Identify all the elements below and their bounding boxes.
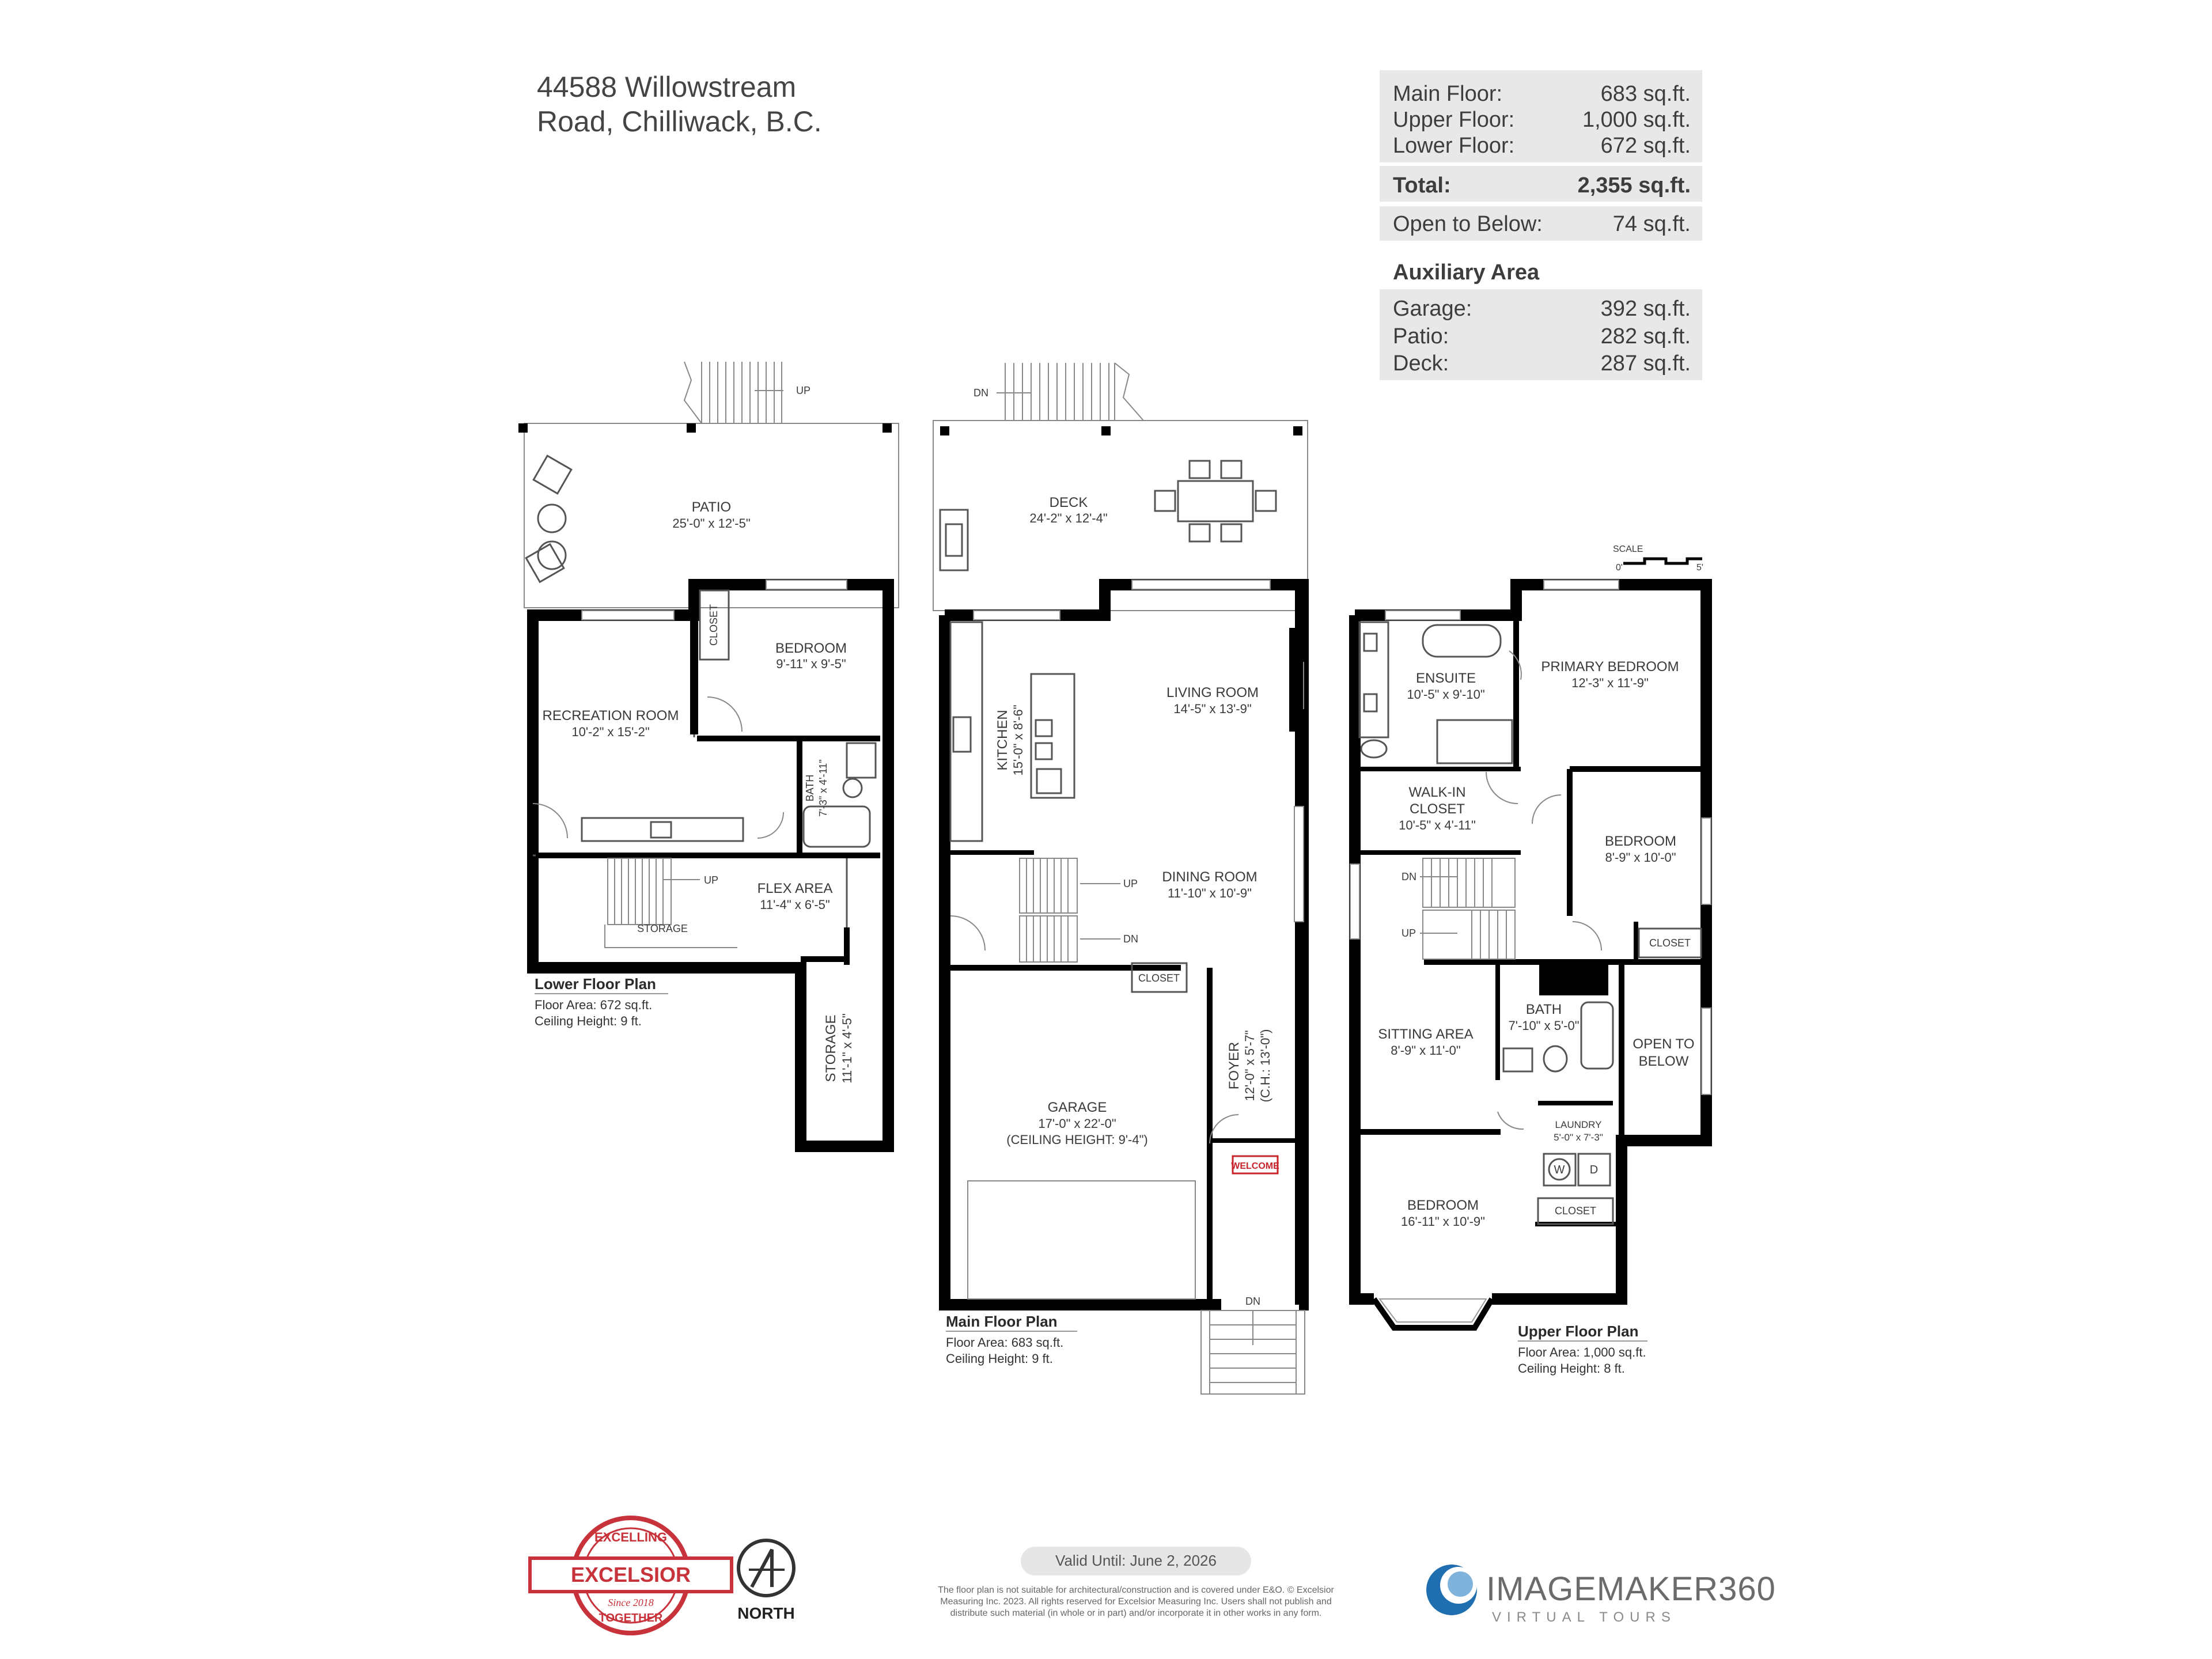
kitchen-dim: 15'-0" x 8'-6" <box>1011 704 1025 776</box>
lower-bath-label: BATH <box>804 774 816 802</box>
sitting-area-label: SITTING AREA <box>1378 1027 1474 1042</box>
garage-ceiling: (CEILING HEIGHT: 9'-4") <box>1006 1132 1148 1147</box>
upper-closet-2-label: CLOSET <box>1554 1205 1597 1217</box>
open-to-below-label-2: BELOW <box>1638 1054 1689 1069</box>
main-floor-value: 683 sq.ft. <box>1600 82 1691 106</box>
main-stairs-icon <box>1020 858 1120 962</box>
patio-stairs-up-label: UP <box>796 385 811 396</box>
flex-area-dim: 11'-4" x 6'-5" <box>760 897 830 912</box>
deck-dining-set-icon <box>1155 461 1276 541</box>
upper-stairs-icon <box>1420 858 1515 959</box>
under-stair-storage-label: STORAGE <box>637 923 688 934</box>
total-value: 2,355 sq.ft. <box>1577 173 1691 198</box>
disclaimer-line-2: Measuring Inc. 2023. All rights reserved for Excelsior Measuring Inc. Users shall not publish and <box>940 1597 1332 1607</box>
deck-dim: 24'-2" x 12'-4" <box>1029 511 1108 525</box>
bedroom2-dim: 8'-9" x 10'-0" <box>1605 850 1676 865</box>
main-closet-label: CLOSET <box>1138 972 1180 984</box>
laundry-label: LAUNDRY <box>1555 1119 1602 1130</box>
address-line-1: 44588 Willowstream <box>537 71 797 103</box>
living-room-label: LIVING ROOM <box>1166 685 1259 700</box>
sitting-area-dim: 8'-9" x 11'-0" <box>1391 1043 1461 1058</box>
deck-area-value: 287 sq.ft. <box>1600 351 1691 376</box>
upper-stairs-up-label: UP <box>1402 927 1416 939</box>
foyer-dim: 12'-0" x 5'-7" <box>1243 1030 1257 1101</box>
bedroom3-label: BEDROOM <box>1407 1198 1479 1213</box>
upper-floor-plan <box>1350 544 1711 1376</box>
north-label: NORTH <box>737 1604 795 1622</box>
walkin-closet-dim: 10'-5" x 4'-11" <box>1399 818 1476 832</box>
garage-label: GARAGE <box>1047 1100 1107 1115</box>
deck-label: DECK <box>1049 495 1088 510</box>
foyer-ceiling: (C.H.: 13'-0") <box>1258 1029 1272 1103</box>
lower-floor-label: Lower Floor: <box>1393 134 1515 158</box>
imagemaker360-logo <box>1426 1565 1776 1625</box>
brand-sub: VIRTUAL TOURS <box>1492 1609 1676 1625</box>
open-below-label: Open to Below: <box>1393 212 1543 236</box>
open-below-value: 74 sq.ft. <box>1612 212 1691 236</box>
dryer-label: D <box>1589 1164 1599 1176</box>
main-stairs-dn-label: DN <box>1123 933 1138 945</box>
welcome-mat-label: WELCOME <box>1231 1161 1279 1171</box>
storage-label: STORAGE <box>823 1014 839 1082</box>
area-summary-table <box>1380 70 1702 380</box>
lower-caption-ceiling: Ceiling Height: 9 ft. <box>535 1014 642 1028</box>
patio-label: PATIO <box>691 499 732 515</box>
patio-chairs-icon <box>526 456 571 582</box>
lower-caption-title: Lower Floor Plan <box>535 975 656 993</box>
seal-since-text: Since 2018 <box>608 1597 654 1608</box>
address-line-2: Road, Chilliwack, B.C. <box>537 105 822 138</box>
disclaimer-line-3: distribute such material (in whole or in part) and/or incorporate it in other works in any form. <box>950 1608 1322 1618</box>
flex-area-label: FLEX AREA <box>757 881 833 896</box>
patio-area-value: 282 sq.ft. <box>1600 324 1691 349</box>
main-floor-label: Main Floor: <box>1393 82 1503 106</box>
upper-caption-title: Upper Floor Plan <box>1518 1323 1639 1340</box>
north-arrow-icon <box>737 1540 795 1622</box>
main-caption-title: Main Floor Plan <box>946 1313 1058 1330</box>
open-to-below-label-1: OPEN TO <box>1633 1036 1695 1052</box>
dining-room-label: DINING ROOM <box>1162 869 1257 885</box>
brand-name: IMAGEMAKER360 <box>1486 1570 1776 1608</box>
front-stairs-dn-label: DN <box>1245 1296 1260 1307</box>
garage-area-value: 392 sq.ft. <box>1600 297 1691 321</box>
main-caption-ceiling: Ceiling Height: 9 ft. <box>946 1351 1053 1366</box>
lower-bedroom-label: BEDROOM <box>775 641 847 656</box>
lower-floor-value: 672 sq.ft. <box>1600 134 1691 158</box>
lower-floor-plan <box>518 362 899 1146</box>
lower-stairs-up-label: UP <box>704 874 719 886</box>
ensuite-dim: 10'-5" x 9'-10" <box>1407 687 1485 702</box>
deck-stairs-icon <box>997 363 1143 421</box>
main-caption-area: Floor Area: 683 sq.ft. <box>946 1335 1064 1350</box>
recreation-room-label: RECREATION ROOM <box>542 708 679 724</box>
bedroom3-dim: 16'-11" x 10'-9" <box>1401 1214 1485 1229</box>
lower-closet-label: CLOSET <box>708 604 719 646</box>
lower-stairs-icon <box>608 858 700 925</box>
patio-area-label: Patio: <box>1393 324 1449 349</box>
lower-bath-dim: 7'-3" x 4'-11" <box>817 759 829 817</box>
excelsior-seal-logo <box>530 1518 732 1633</box>
living-room-dim: 14'-5" x 13'-9" <box>1173 702 1252 716</box>
footer <box>530 1518 1776 1633</box>
auxiliary-title: Auxiliary Area <box>1393 260 1540 285</box>
upper-floor-value: 1,000 sq.ft. <box>1582 108 1691 132</box>
scale-start: 0' <box>1616 563 1623 573</box>
main-floor-plan <box>933 363 1308 1394</box>
seal-top-text: EXCELLING <box>594 1530 667 1544</box>
recreation-room-dim: 10'-2" x 15'-2" <box>571 725 650 739</box>
garage-area-label: Garage: <box>1393 297 1472 321</box>
total-label: Total: <box>1393 173 1451 198</box>
scale-end: 5' <box>1696 563 1703 573</box>
upper-caption-ceiling: Ceiling Height: 8 ft. <box>1518 1361 1625 1376</box>
seal-main-text: EXCELSIOR <box>570 1563 691 1586</box>
primary-bedroom-label: PRIMARY BEDROOM <box>1541 659 1679 675</box>
walkin-closet-label-1: WALK-IN <box>1408 785 1466 800</box>
upper-floor-label: Upper Floor: <box>1393 108 1515 132</box>
bedroom2-label: BEDROOM <box>1604 834 1677 849</box>
upper-bath-dim: 7'-10" x 5'-0" <box>1508 1018 1580 1033</box>
seal-bottom-text: TOGETHER <box>599 1612 663 1624</box>
upper-closet-1-label: CLOSET <box>1649 937 1691 949</box>
garage-dim: 17'-0" x 22'-0" <box>1038 1116 1116 1131</box>
scale-bar <box>1613 544 1703 573</box>
disclaimer-line-1: The floor plan is not suitable for architectural/construction and is covered under E&O. © Excelsior <box>938 1585 1334 1595</box>
laundry-dim: 5'-0" x 7'-3" <box>1554 1132 1603 1143</box>
foyer-label: FOYER <box>1226 1041 1242 1090</box>
upper-bath-label: BATH <box>1525 1002 1562 1017</box>
lower-bedroom-dim: 9'-11" x 9'-5" <box>776 657 846 671</box>
valid-until: Valid Until: June 2, 2026 <box>1055 1552 1217 1569</box>
walkin-closet-label-2: CLOSET <box>1409 801 1465 817</box>
deck-stairs-dn-label: DN <box>974 387 988 399</box>
upper-stairs-dn-label: DN <box>1402 871 1416 882</box>
patio-dim: 25'-0" x 12'-5" <box>672 516 751 531</box>
front-stairs-icon <box>1201 1310 1305 1394</box>
deck-bbq-icon <box>940 510 968 570</box>
kitchen-label: KITCHEN <box>995 710 1010 771</box>
dining-room-dim: 11'-10" x 10'-9" <box>1168 886 1252 900</box>
upper-caption-area: Floor Area: 1,000 sq.ft. <box>1518 1345 1646 1359</box>
lower-caption-area: Floor Area: 672 sq.ft. <box>535 998 653 1012</box>
scale-label: SCALE <box>1613 544 1643 554</box>
primary-bedroom-dim: 12'-3" x 11'-9" <box>1571 676 1649 690</box>
storage-dim: 11'-1" x 4'-5" <box>840 1013 854 1084</box>
washer-label: W <box>1554 1164 1565 1176</box>
patio-stairs-icon <box>684 362 783 423</box>
deck-area-label: Deck: <box>1393 351 1449 376</box>
main-stairs-up-label: UP <box>1123 878 1138 889</box>
ensuite-label: ENSUITE <box>1415 671 1476 686</box>
